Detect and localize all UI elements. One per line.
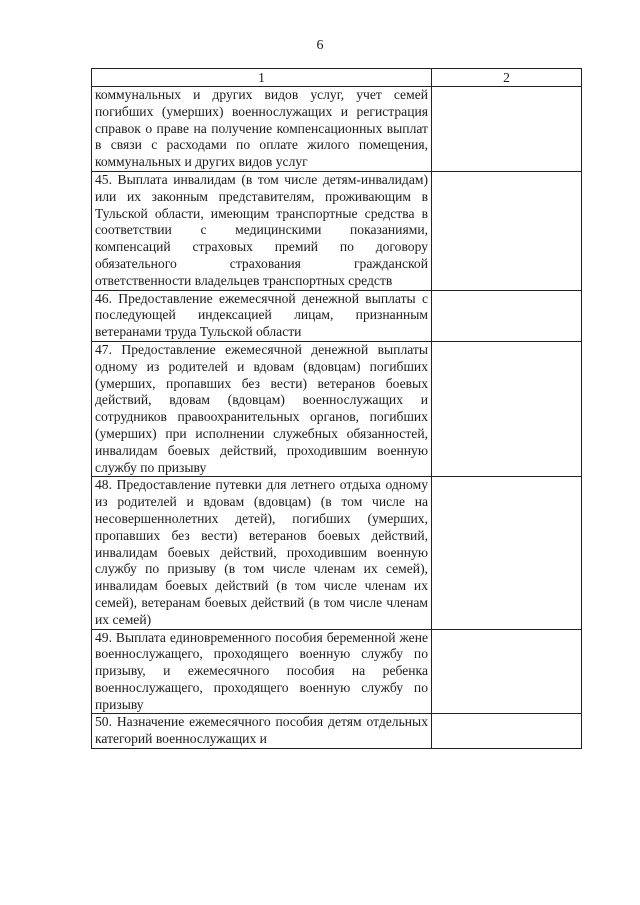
services-table: [91, 68, 582, 749]
service-column-2: [432, 87, 582, 172]
service-column-2: [432, 290, 582, 341]
service-description: 46. Предоставление ежемесячной денежной выплаты с последующей индексацией лицам, признанным ветеранами труда Тульской области: [92, 290, 432, 341]
page-number: 6: [316, 38, 324, 53]
table-row: [92, 477, 582, 629]
table-row: [92, 171, 582, 290]
table-row: [92, 714, 582, 749]
column-header-2: 2: [432, 69, 582, 87]
table-row: [92, 341, 582, 476]
service-description: 50. Назначение ежемесячного пособия детям отдельных категорий военнослужащих и: [92, 714, 432, 749]
table-header-row: [92, 69, 582, 87]
service-description: 45. Выплата инвалидам (в том числе детям-инвалидам) или их законным представителям, проживающим в Тульской области, имеющим транспортные средства в соответствии с медицинскими показаниями, компенсаций страховых премий по договору обязательного страхования гражданской ответственности владельцев транспортных средств: [92, 171, 432, 290]
table-row: [92, 629, 582, 714]
table-row: [92, 290, 582, 341]
column-header-1: 1: [92, 69, 432, 87]
service-column-2: [432, 629, 582, 714]
service-description: 48. Предоставление путевки для летнего отдыха одному из родителей и вдовам (вдовцам) (в том числе на несовершеннолетних детей), погибших (умерших, пропавших без вести) ветеранов боевых действий, инвалидам боевых действий, проходившим военную службу по призыву (в том числе членам их семей), инвалидам боевых действий (в том числе членам их семей), ветеранам боевых действий (в том числе членам их семей): [92, 477, 432, 629]
service-column-2: [432, 714, 582, 749]
service-column-2: [432, 341, 582, 476]
table-row: [92, 87, 582, 172]
service-description: коммунальных и других видов услуг, учет семей погибших (умерших) военнослужащих и регистрация справок о праве на получение компенсационных выплат в связи с расходами по оплате жилого помещения, коммунальных и других видов услуг: [92, 87, 432, 172]
service-description: 47. Предоставление ежемесячной денежной выплаты одному из родителей и вдовам (вдовцам) погибших (умерших, пропавших без вести) ветеранов боевых действий, вдовам (вдовцам) военнослужащих и сотрудников правоохранительных органов, погибших (умерших) при исполнении служебных обязанностей, инвалидам боевых действий, проходившим военную службу по призыву: [92, 341, 432, 476]
service-column-2: [432, 477, 582, 629]
service-column-2: [432, 171, 582, 290]
service-description: 49. Выплата единовременного пособия беременной жене военнослужащего, проходящего военную службу по призыву, и ежемесячного пособия на ребенка военнослужащего, проходящего военную службу по призыву: [92, 629, 432, 714]
